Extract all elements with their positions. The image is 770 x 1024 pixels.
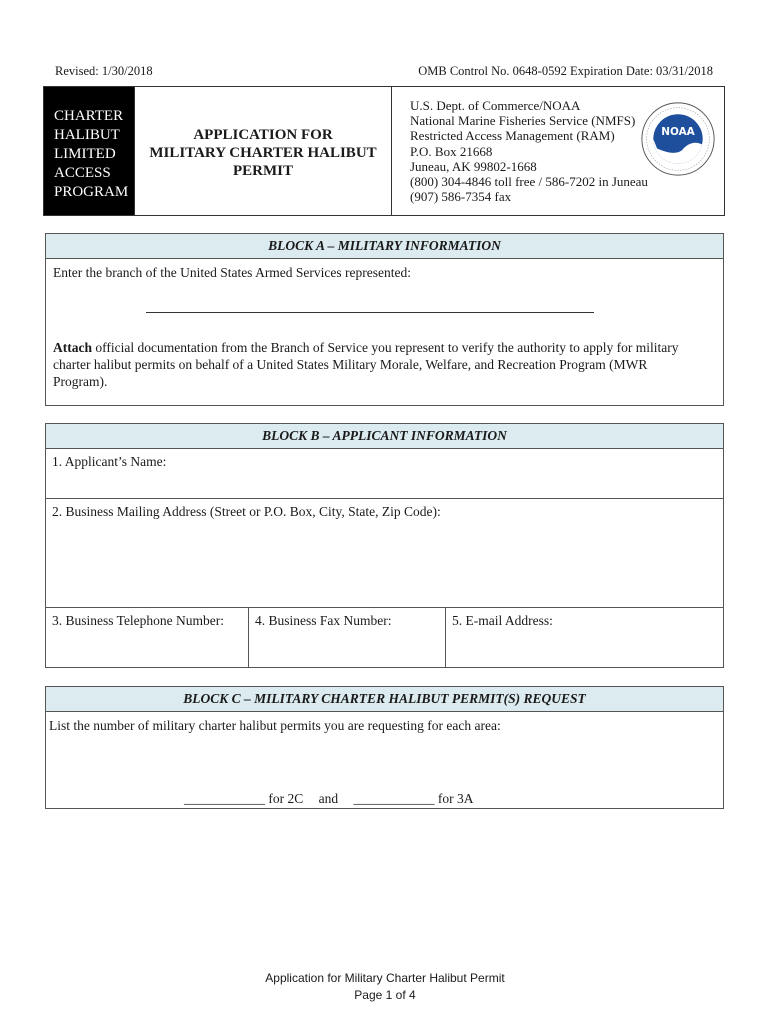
program-name-box <box>44 87 134 215</box>
program-line: HALIBUT <box>54 127 120 143</box>
applicant-name-label: 1. Applicant’s Name: <box>52 454 167 469</box>
branch-prompt: Enter the branch of the United States Armed Services represented: <box>53 265 412 280</box>
branch-input-line[interactable] <box>146 312 594 313</box>
address-line: National Marine Fisheries Service (NMFS) <box>410 113 636 129</box>
block-c-title: BLOCK C – MILITARY CHARTER HALIBUT PERMIT(S) REQUEST <box>46 687 723 712</box>
logo-text: NOAA <box>661 126 695 139</box>
telephone-label: 3. Business Telephone Number: <box>52 613 225 628</box>
block-a <box>45 233 724 406</box>
permit-count-prompt: List the number of military charter halibut permits you are requesting for each area: <box>49 718 501 733</box>
agency-address <box>410 98 648 204</box>
block-c <box>45 686 724 809</box>
program-line: CHARTER <box>54 108 124 124</box>
email-field[interactable] <box>446 608 723 668</box>
telephone-field[interactable] <box>46 608 249 668</box>
address-line: Juneau, AK 99802-1668 <box>410 158 537 174</box>
program-line: PROGRAM <box>54 184 129 200</box>
permit-request-line <box>184 790 474 807</box>
attach-rest: official documentation from the Branch of Service you represent to verify the authority to apply for military charter halibut permits on behalf of a United States Military Morale, Welfare, and Recreation Program (MWR Program). <box>53 340 679 389</box>
program-line: LIMITED <box>54 146 116 162</box>
footer-title: Application for Military Charter Halibut Permit <box>265 971 505 985</box>
title-line: MILITARY CHARTER HALIBUT <box>149 145 377 161</box>
permit-2c-label: for 2C <box>265 791 304 806</box>
omb-control: OMB Control No. 0648-0592 Expiration Date: 03/31/2018 <box>418 64 713 78</box>
attach-bold: Attach <box>53 340 92 355</box>
attach-instructions <box>53 339 703 390</box>
applicant-name-field[interactable] <box>46 449 723 499</box>
title-line: PERMIT <box>233 163 293 179</box>
permit-3a-blank[interactable]: ____________ <box>353 791 435 806</box>
email-label: 5. E-mail Address: <box>452 613 553 628</box>
permit-2c-blank[interactable]: ____________ <box>184 791 265 806</box>
mailing-address-label: 2. Business Mailing Address (Street or P.O. Box, City, State, Zip Code): <box>52 504 441 519</box>
and-text: and <box>318 791 339 806</box>
address-line: P.O. Box 21668 <box>410 143 493 159</box>
noaa-logo-icon <box>640 101 716 177</box>
block-b-title: BLOCK B – APPLICANT INFORMATION <box>46 424 723 449</box>
fax-label: 4. Business Fax Number: <box>255 613 392 628</box>
permit-3a-label: for 3A <box>434 791 474 806</box>
block-a-title: BLOCK A – MILITARY INFORMATION <box>46 234 723 259</box>
address-line: U.S. Dept. of Commerce/NOAA <box>410 98 581 113</box>
mailing-address-field[interactable] <box>46 499 723 608</box>
form-header <box>43 86 725 216</box>
program-line: ACCESS <box>54 165 111 181</box>
address-line: Restricted Access Management (RAM) <box>410 128 615 144</box>
revised-date: Revised: 1/30/2018 <box>55 64 153 78</box>
contact-row <box>46 608 723 668</box>
address-line: (907) 586-7354 fax <box>410 189 512 205</box>
form-title <box>134 87 392 215</box>
title-line: APPLICATION FOR <box>193 127 333 143</box>
fax-field[interactable] <box>249 608 446 668</box>
block-b <box>45 423 724 668</box>
address-line: (800) 304-4846 toll free / 586-7202 in Juneau <box>410 174 648 190</box>
page-number: Page 1 of 4 <box>354 988 416 1002</box>
